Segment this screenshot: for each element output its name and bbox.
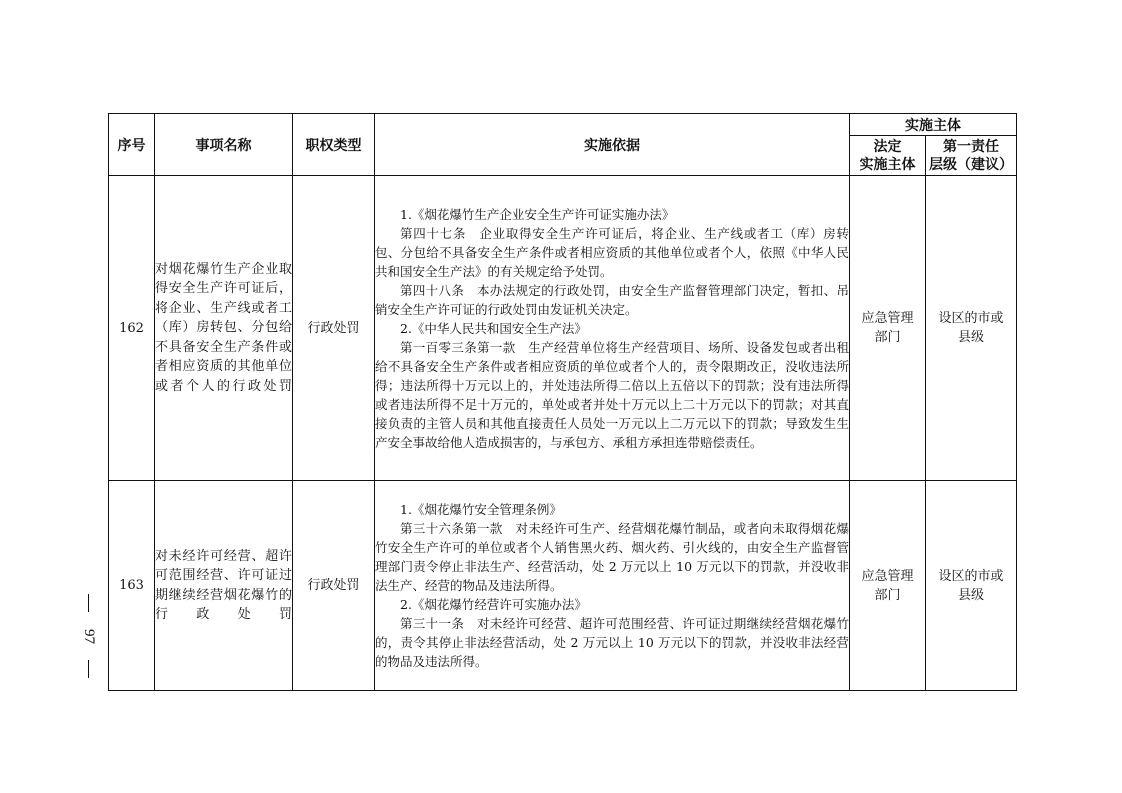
header-level-line1: 第一责任	[943, 138, 999, 155]
row-item-name-text: 对烟花爆竹生产企业取得安全生产许可证后，将企业、生产线或者工（库）房转包、分包给不具备安全生产条件或者相应资质的其他单位或者个人的行政处罚	[155, 261, 292, 394]
table-row	[109, 481, 1017, 691]
row-item-name	[155, 481, 293, 691]
table-row	[109, 176, 1017, 481]
header-type: 职权类型	[293, 114, 375, 176]
row-seq: 163	[109, 481, 155, 691]
basis-paragraph: 第一百零三条第一款 生产经营单位将生产经营项目、场所、设备发包或者出租给不具备安全生产条件或者相应资质的单位或者个人的，责令限期改正，没收违法所得；违法所得十万元以上的，并处违法所得二倍以上五倍以下的罚款；没有违法所得或者违法所得不足十万元的，单处或者并处十万元以上二十万元以下的罚款；对其直接负责的主管人员和其他直接责任人员处一万元以上二万元以下的罚款；导致发生生产安全事故给他人造成损害的，与承包方、承租方承担连带赔偿责任。	[375, 339, 849, 450]
basis-paragraph: 第三十六条第一款 对未经许可生产、经营烟花爆竹制品，或者向未取得烟花爆竹安全生产许可的单位或者个人销售黑火药、烟火药、引火线的，由安全生产监督管理部门责令停止非法生产、经营活动，处 2 万元以上 10 万元以下的罚款，并没收非法生产、经营的物品及违法所得。	[375, 521, 849, 593]
page-number-dash-bottom	[88, 660, 89, 678]
header-legal-subject	[850, 136, 926, 176]
basis-paragraph: 1.《烟花爆竹安全管理条例》	[400, 502, 562, 517]
header-legal-subject-line2: 实施主体	[859, 156, 916, 173]
header-legal-subject-line1: 法定	[873, 138, 902, 155]
row-level: 设区的市或县级	[926, 176, 1017, 481]
header-level	[926, 136, 1017, 176]
row-basis	[375, 481, 850, 691]
page-number	[74, 594, 102, 678]
header-seq: 序号	[109, 114, 155, 176]
header-name: 事项名称	[155, 114, 293, 176]
row-power-type: 行政处罚	[293, 481, 375, 691]
row-legal-subject: 应急管理部门	[850, 481, 926, 691]
basis-paragraph: 第四十七条 企业取得安全生产许可证后，将企业、生产线或者工（库）房转包、分包给不具备安全生产条件或者相应资质的其他单位或者个人，依照《中华人民共和国安全生产法》的有关规定给予处罚。	[375, 225, 849, 279]
basis-paragraph: 1.《烟花爆竹生产企业安全生产许可证实施办法》	[400, 206, 675, 222]
row-legal-subject: 应急管理部门	[850, 176, 926, 481]
row-item-name-text: 对未经许可经营、超许可范围经营、许可证过期继续经营烟花爆竹的行政处罚	[155, 548, 292, 622]
basis-paragraph: 2.《中华人民共和国安全生产法》	[400, 320, 587, 336]
basis-paragraph: 第三十一条 对未经许可经营、超许可范围经营、许可证过期继续经营烟花爆竹的，责令其停止非法经营活动，处 2 万元以上 10 万元以下的罚款，并没收非法经营的物品及违法所得。	[375, 616, 849, 669]
basis-paragraph: 第四十八条 本办法规定的行政处罚，由安全生产监督管理部门决定，暂扣、吊销安全生产许可证的行政处罚由发证机关决定。	[375, 282, 849, 317]
row-power-type: 行政处罚	[293, 176, 375, 481]
row-basis	[375, 176, 850, 481]
header-level-line2: 层级（建议）	[929, 156, 1013, 173]
header-subject: 实施主体	[850, 114, 1017, 136]
page-number-dash-top	[88, 594, 89, 612]
row-item-name	[155, 176, 293, 481]
basis-paragraph: 2.《烟花爆竹经营许可实施办法》	[400, 597, 587, 612]
row-level: 设区的市或县级	[926, 481, 1017, 691]
page-number-text: 97	[80, 628, 97, 644]
power-list-table	[108, 113, 1017, 691]
header-basis: 实施依据	[375, 114, 850, 176]
row-seq: 162	[109, 176, 155, 481]
